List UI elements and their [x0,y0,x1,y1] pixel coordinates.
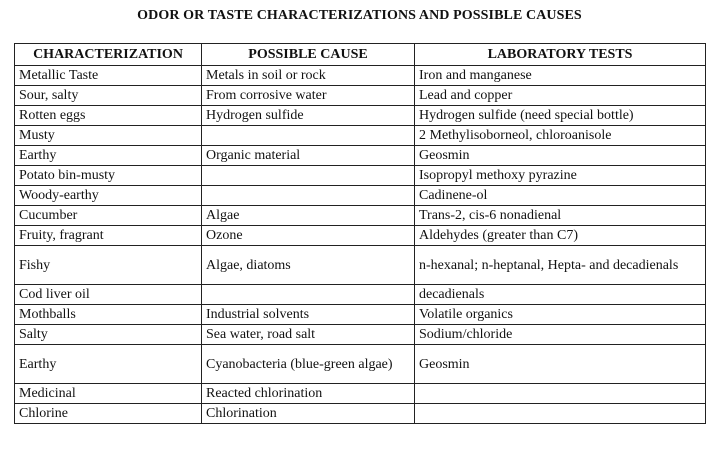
characterization-cell: Fruity, fragrant [15,226,202,246]
cause-cell: Organic material [202,146,415,166]
table-row [15,66,706,86]
tests-cell: Lead and copper [415,86,706,106]
page-title: ODOR OR TASTE CHARACTERIZATIONS AND POSSIBLE CAUSES [137,8,582,23]
characterization-cell: Metallic Taste [15,66,202,86]
cause-cell: Industrial solvents [202,305,415,325]
characterization-cell: Potato bin-musty [15,166,202,186]
table-row [15,325,706,345]
table-row [15,246,706,285]
header-possible-cause: POSSIBLE CAUSE [202,44,415,66]
characterization-cell: Musty [15,126,202,146]
table-row [15,404,706,424]
table-row [15,106,706,126]
cause-cell: Algae [202,206,415,226]
cause-cell: Chlorination [202,404,415,424]
tests-cell [415,404,706,424]
cause-cell: Ozone [202,226,415,246]
characterization-cell: Chlorine [15,404,202,424]
tests-cell: Sodium/chloride [415,325,706,345]
table-row [15,166,706,186]
tests-cell: Hydrogen sulfide (need special bottle) [415,106,706,126]
table-row [15,146,706,166]
cause-cell [202,126,415,146]
characterization-cell: Earthy [15,146,202,166]
tests-cell: Cadinene-ol [415,186,706,206]
characterization-cell: Sour, salty [15,86,202,106]
characterization-cell: Salty [15,325,202,345]
cause-cell [202,285,415,305]
tests-cell: Geosmin [415,345,706,384]
characterization-cell: Cucumber [15,206,202,226]
table-row [15,384,706,404]
cause-cell: Hydrogen sulfide [202,106,415,126]
cause-cell: Cyanobacteria (blue-green algae) [202,345,415,384]
header-characterization: CHARACTERIZATION [15,44,202,66]
table-row [15,186,706,206]
tests-cell: Geosmin [415,146,706,166]
tests-cell: Isopropyl methoxy pyrazine [415,166,706,186]
tests-cell: decadienals [415,285,706,305]
cause-cell: Metals in soil or rock [202,66,415,86]
cause-cell: From corrosive water [202,86,415,106]
cause-cell: Sea water, road salt [202,325,415,345]
characterization-cell: Rotten eggs [15,106,202,126]
characterization-cell: Mothballs [15,305,202,325]
cause-cell [202,166,415,186]
characterization-cell: Cod liver oil [15,285,202,305]
cause-cell [202,186,415,206]
tests-cell: Trans-2, cis-6 nonadienal [415,206,706,226]
header-laboratory-tests: LABORATORY TESTS [415,44,706,66]
tests-cell: 2 Methylisoborneol, chloroanisole [415,126,706,146]
characterization-cell: Medicinal [15,384,202,404]
table-row [15,226,706,246]
characterization-cell: Fishy [15,246,202,285]
table-row [15,345,706,384]
cause-cell: Reacted chlorination [202,384,415,404]
characterization-cell: Woody-earthy [15,186,202,206]
table-row [15,206,706,226]
odor-taste-table [14,43,706,424]
characterization-cell: Earthy [15,345,202,384]
cause-cell: Algae, diatoms [202,246,415,285]
table-row [15,285,706,305]
table-row [15,126,706,146]
table-row [15,86,706,106]
tests-cell: Iron and manganese [415,66,706,86]
header-row [15,44,706,66]
tests-cell: Aldehydes (greater than C7) [415,226,706,246]
tests-cell: Volatile organics [415,305,706,325]
table-row [15,305,706,325]
tests-cell [415,384,706,404]
tests-cell: n-hexanal; n-heptanal, Hepta- and decadienals [415,246,706,285]
